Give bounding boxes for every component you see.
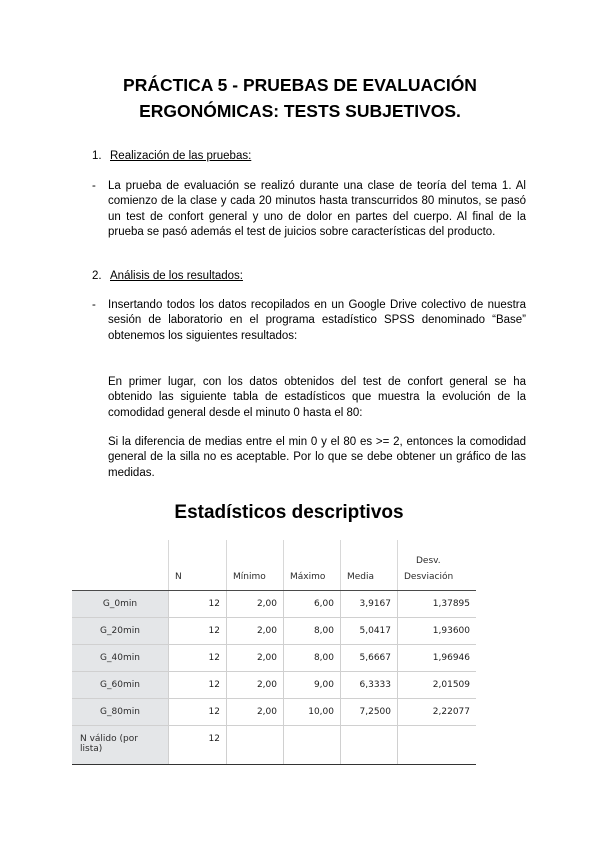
- cell-n: 12: [169, 618, 227, 645]
- table-row: [72, 645, 476, 672]
- table-row: [72, 672, 476, 699]
- cell-n: 12: [169, 645, 227, 672]
- cell-minimo: [227, 726, 284, 765]
- row-label: N válido (por lista): [72, 726, 169, 765]
- cell-minimo: 2,00: [227, 672, 284, 699]
- row-label: G_60min: [72, 672, 169, 699]
- section-2-heading-text: Análisis de los resultados:: [110, 270, 243, 282]
- document-title: [0, 72, 600, 124]
- cell-media: 7,2500: [341, 699, 398, 726]
- section-1-heading-text: Realización de las pruebas:: [110, 150, 252, 162]
- cell-minimo: 2,00: [227, 618, 284, 645]
- cell-maximo: 6,00: [284, 591, 341, 618]
- row-label: G_0min: [72, 591, 169, 618]
- header-minimo: Mínimo: [227, 540, 284, 591]
- cell-media: 6,3333: [341, 672, 398, 699]
- cell-maximo: 10,00: [284, 699, 341, 726]
- section-2-heading: [92, 270, 243, 282]
- table-row: [72, 699, 476, 726]
- cell-maximo: 8,00: [284, 645, 341, 672]
- table-header-row: [72, 540, 476, 591]
- cell-n: 12: [169, 726, 227, 765]
- section-1-paragraph: La prueba de evaluación se realizó durante una clase de teoría del tema 1. Al comienzo de la clase y cada 20 minutos hasta transcurridos 80 minutos, se pasó un test de confort general y uno de dolor en partes del cuerpo. Al final de la prueba se pasó además el test de juicios sobre características del producto.: [108, 180, 526, 239]
- section-1-bullet: -: [92, 180, 96, 192]
- cell-desviacion: 1,93600: [398, 618, 477, 645]
- cell-media: [341, 726, 398, 765]
- cell-n: 12: [169, 591, 227, 618]
- cell-media: 3,9167: [341, 591, 398, 618]
- row-label: G_40min: [72, 645, 169, 672]
- cell-maximo: 9,00: [284, 672, 341, 699]
- cell-minimo: 2,00: [227, 645, 284, 672]
- cell-media: 5,0417: [341, 618, 398, 645]
- header-maximo: Máximo: [284, 540, 341, 591]
- header-desviacion: Desv. Desviación: [398, 540, 477, 591]
- table-row: [72, 618, 476, 645]
- cell-maximo: [284, 726, 341, 765]
- title-line-2: ERGONÓMICAS: TESTS SUBJETIVOS.: [139, 101, 461, 121]
- cell-minimo: 2,00: [227, 591, 284, 618]
- section-2-paragraph-2: En primer lugar, con los datos obtenidos del test de confort general se ha obtenido las siguiente tabla de estadísticos que muestra la evolución de la comodidad general desde el minuto 0 hasta el 80:: [108, 376, 526, 419]
- title-line-1: PRÁCTICA 5 - PRUEBAS DE EVALUACIÓN: [123, 75, 477, 95]
- header-media: Media: [341, 540, 398, 591]
- cell-desviacion: 2,22077: [398, 699, 477, 726]
- cell-desviacion: 1,96946: [398, 645, 477, 672]
- cell-maximo: 8,00: [284, 618, 341, 645]
- stats-table-title: Estadísticos descriptivos: [174, 502, 404, 523]
- row-label: G_80min: [72, 699, 169, 726]
- section-2-paragraph: Insertando todos los datos recopilados en un Google Drive colectivo de nuestra sesión de laboratorio en el programa estadístico SPSS denominado “Base” obtenemos los siguientes resultados:: [108, 299, 526, 342]
- table-row: [72, 591, 476, 618]
- section-1-heading: [92, 150, 251, 162]
- cell-desviacion: 1,37895: [398, 591, 477, 618]
- cell-n: 12: [169, 672, 227, 699]
- cell-media: 5,6667: [341, 645, 398, 672]
- table-row: [72, 726, 476, 765]
- descriptive-stats-table: [72, 540, 476, 765]
- header-label: [72, 540, 169, 591]
- cell-n: 12: [169, 699, 227, 726]
- cell-desviacion: 2,01509: [398, 672, 477, 699]
- section-2-bullet: -: [92, 299, 96, 311]
- cell-desviacion: [398, 726, 477, 765]
- header-n: N: [169, 540, 227, 591]
- section-1-number: 1.: [92, 150, 102, 162]
- row-label: G_20min: [72, 618, 169, 645]
- section-2-paragraph-3: Si la diferencia de medias entre el min 0 y el 80 es >= 2, entonces la comodidad general de la silla no es aceptable. Por lo que se debe obtener un gráfico de las medidas.: [108, 436, 526, 479]
- section-2-number: 2.: [92, 270, 102, 282]
- cell-minimo: 2,00: [227, 699, 284, 726]
